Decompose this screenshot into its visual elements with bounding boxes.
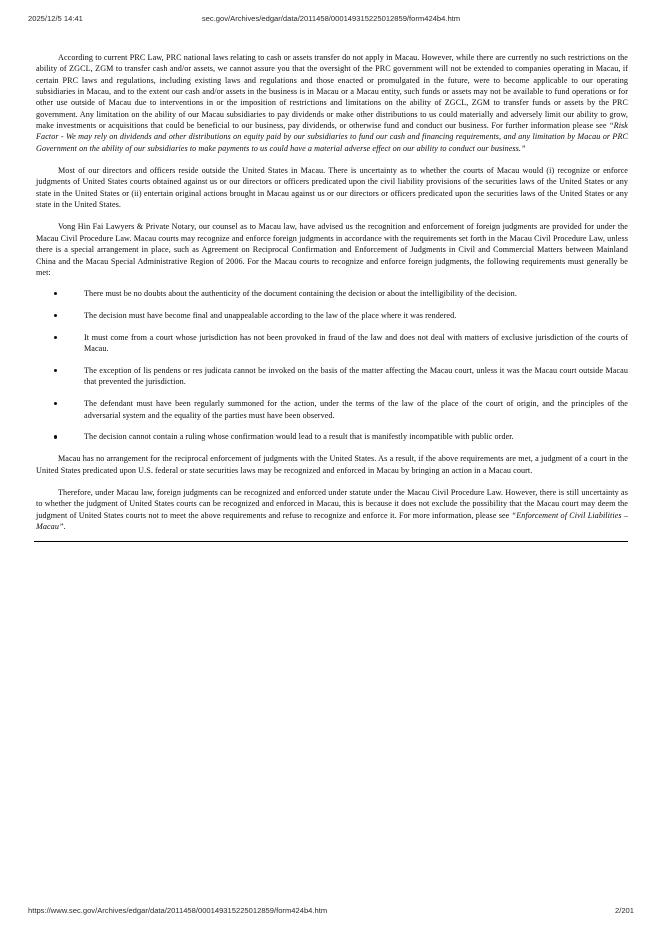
list-item-text: The decision cannot contain a ruling whose confirmation would lead to a result that is manifestly incompatible with public order.	[84, 432, 514, 442]
list-item	[36, 288, 628, 299]
paragraph-reciprocal-enforcement: Macau has no arrangement for the reciprocal enforcement of judgments with the United States. As a result, if the above requirements are met, a judgment of a court in the United States predicated upon U.S. federal or state securities laws may be recognized and enforced in Macau by bringing an action in a Macau court.	[36, 454, 628, 475]
requirements-list	[36, 288, 628, 443]
list-item	[36, 431, 628, 442]
list-item	[36, 365, 628, 388]
print-footer	[0, 904, 662, 918]
list-item	[36, 332, 628, 355]
print-footer-url: https://www.sec.gov/Archives/edgar/data/2011458/000149315225012859/form424b4.htm	[28, 906, 328, 915]
paragraph-conclusion-period: .	[63, 522, 66, 531]
paragraph-directors-officers: Most of our directors and officers reside outside the United States in Macau. There is uncertainty as to whether the courts of Macau would (i) recognize or enforce judgments of United States courts obtained against us or our directors or officers predicated upon the civil liability provisions of the securities laws of the United States or any state in the United States or (ii) entertain original actions brought in Macau against us or our directors or officers predicated upon the securities laws of the United States or any state in the United States.	[36, 166, 628, 210]
list-item-text: It must come from a court whose jurisdiction has not been provoked in fraud of the law and does not deal with matters of exclusive jurisdiction of the courts of Macau.	[84, 332, 628, 354]
bullet-icon	[54, 336, 57, 339]
print-footer-page-number: 2/201	[614, 906, 634, 915]
list-item-text: The exception of lis pendens or res judicata cannot be invoked on the basis of the matter affecting the Macau court, unless it was the Macau court outside Macau that prevented the jurisdiction.	[84, 366, 628, 387]
bullet-icon	[54, 314, 57, 317]
paragraph-macau-counsel: Vong Hin Fai Lawyers & Private Notary, our counsel as to Macau law, have advised us the recognition and enforcement of foreign judgments are provided for under the Macau Civil Procedure Law. Macau courts may recognize and enforce foreign judgments in accordance with the requirements set forth in the Macau Civil Procedure Law, unless there is a special arrangement in place, such as Agreement on Reciprocal Confirmation and Enforcement of Judgments in Civil and Commercial Matters between Mainland China and the Macau Special Administrative Region of 2006. For the Macau courts to recognize and enforce foreign judgments, the following requirements must generally be met:	[36, 222, 628, 277]
paragraph-prc-law	[36, 52, 628, 154]
paragraph-conclusion	[36, 487, 628, 532]
list-item-text: The decision must have become final and unappealable according to the law of the place where it was rendered.	[84, 311, 457, 321]
bullet-icon	[54, 402, 57, 405]
print-header-url: sec.gov/Archives/edgar/data/2011458/000149315225012859/form424b4.htm	[201, 14, 461, 23]
paragraph-prc-law-text: According to current PRC Law, PRC national laws relating to cash or assets transfer do not apply in Macau. However, while there are currently no such restrictions on the ability of ZGCL, ZGM to transfer cash and/or assets, we cannot assure you that the oversight of the PRC government will not be extended to companies operating in Macau, if certain PRC laws and regulations, including existing laws and regulations and those enacted or promulgated in the future, were to become applicable to our operating subsidiaries in Macau, and to the extent our cash and/or assets in the business is in Macau or a Macau entity, such funds or assets may not be available to fund operations or for other use outside of Macau due to interventions in or the imposition of restrictions and limitations on the ability of ZGCL, ZGM to transfer funds or assets by the PRC government. Any limitation on the ability of our Macau subsidiaries to pay dividends or make other distributions to us could materially and adversely limit our ability to grow, make investments or acquisitions that could be beneficial to our business, pay dividends, or otherwise fund and conduct our business. For further information please see	[36, 53, 628, 131]
bullet-icon	[54, 435, 57, 438]
risk-factor-citation: “Risk Factor - We may rely on dividends and other distributions on equity paid by our subsidiaries to fund our cash and financing requirements, and any limitation by Macau or PRC Government on the ability of our subsidiaries to make payments to us could have a material adverse effect on our ability to conduct our business.”	[36, 121, 628, 153]
enforcement-civil-liabilities-citation: “Enforcement of Civil Liabilities – Macau”	[36, 510, 628, 531]
list-item	[36, 310, 628, 321]
print-header	[0, 12, 662, 26]
section-divider	[34, 541, 628, 542]
paragraph-conclusion-text: Therefore, under Macau law, foreign judgments can be recognized and enforced under statute under the Macau Civil Procedure Law. However, there is still uncertainty as to whether the judgment of United States courts can be recognized and enforced in Macau, this is because it does not exclude the possibility that the Macau court may deem the judgment of United States courts not to meet the above requirements and refuse to recognize and enforce it. For more information, please see	[36, 487, 628, 520]
list-item-text: There must be no doubts about the authenticity of the document containing the decision or about the intelligibility of the decision.	[84, 289, 517, 299]
bullet-icon	[54, 369, 57, 372]
list-item-text: The defendant must have been regularly summoned for the action, under the terms of the law of the place of the court of origin, and the principles of the adversarial system and the equality of the parties must have been observed.	[84, 399, 628, 420]
print-header-date: 2025/12/5 14:41	[28, 14, 83, 23]
document-body	[36, 52, 628, 543]
bullet-icon	[54, 292, 57, 295]
list-item	[36, 398, 628, 421]
